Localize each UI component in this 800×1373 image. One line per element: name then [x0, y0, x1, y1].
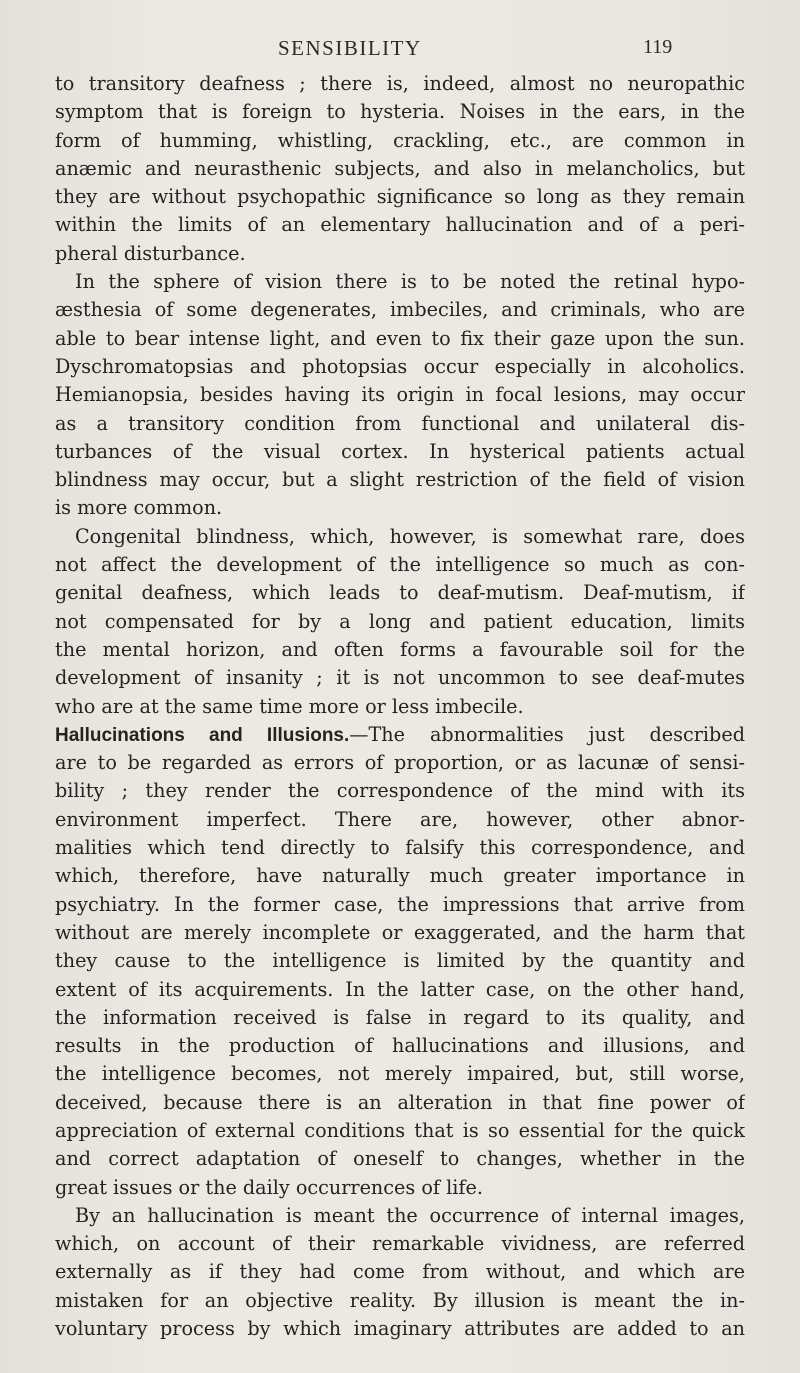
text-line	[55, 976, 745, 1004]
line-text: they cause to the intelligence is limited by the quantity and	[55, 949, 745, 973]
text-line	[55, 466, 745, 494]
text-line	[55, 919, 745, 947]
line-text: great issues or the daily occurrences of life.	[55, 1175, 483, 1199]
line-text: anæmic and neurasthenic subjects, and also in melancholics, but	[55, 156, 745, 180]
text-line	[55, 806, 745, 834]
line-text: Congenital blindness, which, however, is somewhat rare, does	[75, 524, 745, 548]
line-text: not affect the development of the intelligence so much as con-	[55, 553, 745, 577]
line-text: is more common.	[55, 496, 223, 520]
line-text: symptom that is foreign to hysteria. Noises in the ears, in the	[55, 100, 745, 124]
line-text: turbances of the visual cortex. In hysterical patients actual	[55, 439, 745, 463]
line-text: without are merely incomplete or exaggerated, and the harm that	[55, 920, 745, 944]
line-text: who are at the same time more or less imbecile.	[55, 694, 524, 718]
line-text: In the sphere of vision there is to be noted the retinal hypo-	[75, 270, 745, 294]
line-text: are to be regarded as errors of proportion, or as lacunæ of sensi-	[55, 751, 745, 775]
text-line	[55, 862, 745, 890]
text-line	[55, 127, 745, 155]
text-line	[55, 1032, 745, 1060]
text-line	[55, 438, 745, 466]
page-number: 119	[643, 36, 673, 58]
text-line	[55, 1287, 745, 1315]
text-line	[55, 1145, 745, 1173]
line-text: deceived, because there is an alteration in that fine power of	[55, 1090, 745, 1114]
text-line	[55, 1202, 745, 1230]
text-line	[55, 211, 745, 239]
text-line	[55, 891, 745, 919]
text-line	[55, 70, 745, 98]
line-text: appreciation of external conditions that is so essential for the quick	[55, 1118, 745, 1142]
line-text: pheral disturbance.	[55, 241, 246, 265]
text-line	[55, 693, 745, 721]
text-line	[55, 523, 745, 551]
text-line	[55, 579, 745, 607]
line-text: which, on account of their remarkable vividness, are referred	[55, 1232, 745, 1256]
text-line	[55, 1117, 745, 1145]
text-line	[55, 381, 745, 409]
line-text: within the limits of an elementary hallucination and of a peri-	[55, 213, 745, 237]
text-line	[55, 494, 745, 522]
text-line	[55, 834, 745, 862]
text-line	[55, 551, 745, 579]
body-text	[55, 70, 745, 1343]
line-text: results in the production of hallucinations and illusions, and	[55, 1034, 745, 1058]
text-line	[55, 1230, 745, 1258]
line-text: environment imperfect. There are, however, other abnor-	[55, 807, 745, 831]
line-text: æsthesia of some degenerates, imbeciles, and criminals, who are	[55, 298, 745, 322]
line-text: the intelligence becomes, not merely impaired, but, still worse,	[55, 1062, 745, 1086]
text-line	[55, 608, 745, 636]
text-line	[55, 1060, 745, 1088]
text-line	[55, 183, 745, 211]
text-line	[55, 1004, 745, 1032]
text-line	[55, 296, 745, 324]
line-text: Hemianopsia, besides having its origin in focal lesions, may occur	[55, 383, 745, 407]
running-head	[0, 36, 800, 66]
text-line	[55, 721, 745, 749]
line-text: voluntary process by which imaginary attributes are added to an	[55, 1317, 745, 1341]
section-heading: Hallucinations and Illusions.	[55, 724, 350, 746]
line-text: psychiatry. In the former case, the impressions that arrive from	[55, 892, 745, 916]
text-line	[55, 410, 745, 438]
text-line	[55, 240, 745, 268]
text-line	[55, 777, 745, 805]
text-line	[55, 268, 745, 296]
line-text: form of humming, whistling, crackling, etc., are common in	[55, 128, 745, 152]
line-text: mistaken for an objective reality. By illusion is meant the in-	[55, 1288, 745, 1312]
text-line	[55, 947, 745, 975]
text-line	[55, 636, 745, 664]
line-text: and correct adaptation of oneself to changes, whether in the	[55, 1147, 745, 1171]
chapter-title: SENSIBILITY	[278, 36, 422, 60]
line-text: Dyschromatopsias and photopsias occur especially in alcoholics.	[55, 354, 745, 378]
text-line	[55, 749, 745, 777]
line-text: the mental horizon, and often forms a favourable soil for the	[55, 637, 745, 661]
line-text: which, therefore, have naturally much greater importance in	[55, 864, 745, 888]
line-text: By an hallucination is meant the occurrence of internal images,	[75, 1203, 745, 1227]
text-line	[55, 1315, 745, 1343]
line-text: not compensated for by a long and patient education, limits	[55, 609, 745, 633]
text-line	[55, 1174, 745, 1202]
line-text: the information received is false in regard to its quality, and	[55, 1005, 745, 1029]
text-line	[55, 1258, 745, 1286]
line-text: malities which tend directly to falsify this correspondence, and	[55, 836, 745, 860]
text-line	[55, 155, 745, 183]
line-text: able to bear intense light, and even to fix their gaze upon the sun.	[55, 326, 745, 350]
text-line	[55, 664, 745, 692]
line-text: bility ; they render the correspondence of the mind with its	[55, 779, 745, 803]
line-text: development of insanity ; it is not uncommon to see deaf-mutes	[55, 666, 745, 690]
line-text: to transitory deafness ; there is, indeed, almost no neuropathic	[55, 72, 745, 95]
line-text: they are without psychopathic significance so long as they remain	[55, 185, 745, 209]
line-text: externally as if they had come from without, and which are	[55, 1260, 745, 1284]
line-text: genital deafness, which leads to deaf-mutism. Deaf-mutism, if	[55, 581, 745, 605]
line-text: —The abnormalities just described	[349, 722, 745, 746]
line-text: blindness may occur, but a slight restriction of the field of vision	[55, 468, 745, 492]
text-line	[55, 1089, 745, 1117]
text-line	[55, 98, 745, 126]
text-line	[55, 353, 745, 381]
line-text: extent of its acquirements. In the latter case, on the other hand,	[55, 977, 745, 1001]
line-text: as a transitory condition from functional and unilateral dis-	[55, 411, 745, 435]
text-line	[55, 325, 745, 353]
